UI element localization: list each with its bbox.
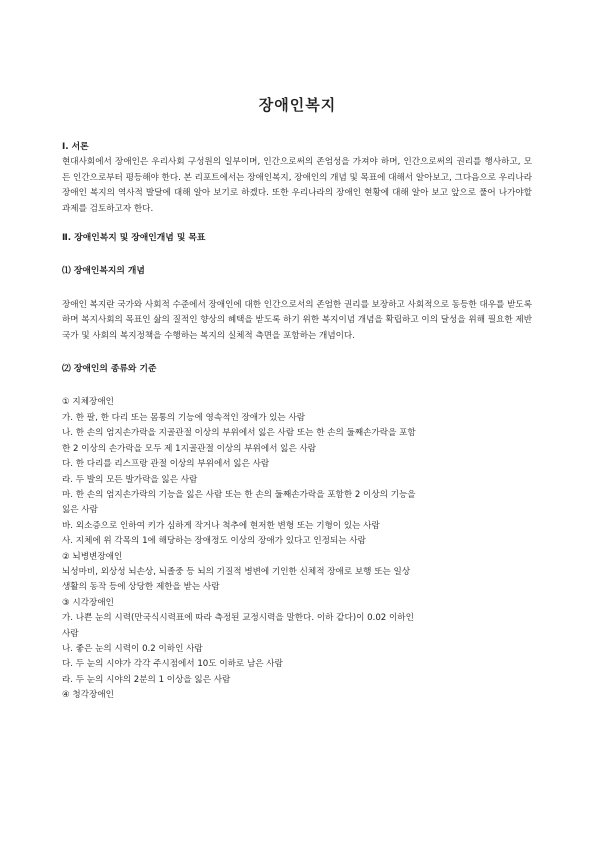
- list-item: ① 지체장애인: [62, 397, 114, 408]
- list-item: 뇌성마비, 외상성 뇌손상, 뇌졸중 등 뇌의 기질적 병변에 기인한 신체적 장애로 보행 또는 일상: [62, 566, 411, 577]
- list-item: ② 뇌병변장애인: [62, 551, 123, 562]
- list-item: 가. 나쁜 눈의 시력(만국식시력표에 따라 측정된 교정시력을 말한다. 이하 같다)이 0.02 이하인: [62, 613, 414, 624]
- list-item: 나. 좋은 눈의 시력이 0.2 이하인 사람: [62, 643, 203, 654]
- list-item: 다. 두 눈의 시야가 각각 주시점에서 10도 이하로 남은 사람: [62, 659, 283, 670]
- list-item: 라. 두 발의 모든 발가락을 잃은 사람: [62, 474, 198, 485]
- subsection-1-paragraph: 장애인 복지란 국가와 사회적 수준에서 장애인에 대한 인간으로서의 존엄한 권리를 보장하고 사회적으로 동등한 대우를 받도록 하며 복지사회의 목표인 삶의 질적인 향상의 혜택을 받도록 하기 위한 복지이념 개념을 확립하고 이의 달성을 위해 필요한 제반 국가 및 사회의 복지정책을 수행하는 복지의 실체적 측면을 포함하는 개념이다.: [62, 299, 532, 341]
- section-1-paragraph: 현대사회에서 장애인은 우리사회 구성원의 일부이며, 인간으로써의 존엄성을 가져야 하며, 인간으로써의 권리를 행사하고, 모든 인간으로부터 평등해야 한다. 본 리포트에서는 장애인복지, 장애인의 개념 및 목표에 대해서 알아보고, 그다음으로 우리나라 장애인 복지의 역사적 발달에 대해 알아 보기로 하겠다. 또한 우리나라의 장애인 현황에 대해 알아 보고 앞으로 풀어 나가야할 과제를 검토하고자 한다.: [62, 157, 532, 214]
- document-title: 장애인복지: [258, 96, 337, 114]
- list-item: 생활의 동작 등에 상당한 제한을 받는 사람: [62, 582, 220, 593]
- list-item: 한 2 이상의 손가락을 모두 제 1지골관절 이상의 부위에서 잃은 사람: [62, 443, 317, 454]
- list-item: 잃은 사람: [62, 505, 98, 516]
- subsection-2-list: [62, 395, 532, 703]
- section-2-heading: Ⅱ. 장애인복지 및 장애인개념 및 목표: [62, 233, 206, 244]
- list-item: 마. 한 손의 엄지손가락의 기능을 잃은 사람 또는 한 손의 둘째손가락을 포함한 2 이상의 기능을: [62, 489, 416, 500]
- list-item: ③ 시각장애인: [62, 597, 114, 608]
- list-item: 사. 지체에 위 각목의 1에 해당하는 장애정도 이상의 장애가 있다고 인정되는 사람: [62, 536, 366, 547]
- list-item: 다. 한 다리를 리스프랑 관절 이상의 부위에서 잃은 사람: [62, 459, 270, 470]
- list-item: 가. 한 팔, 한 다리 또는 몸통의 기능에 영속적인 장애가 있는 사람: [62, 412, 306, 423]
- section-1-heading: Ⅰ. 서론: [62, 142, 89, 152]
- subsection-2-heading: ⑵ 장애인의 종류와 기준: [62, 364, 157, 375]
- list-item: 라. 두 눈의 시야의 2분의 1 이상을 잃은 사람: [62, 674, 231, 685]
- list-item: 나. 한 손의 엄지손가락을 지골관절 이상의 부위에서 잃은 사람 또는 한 손의 둘째손가락을 포함: [62, 428, 416, 439]
- list-item: 사람: [62, 628, 79, 639]
- document-body: [62, 140, 532, 704]
- list-item: 바. 외소증으로 인하여 키가 심하게 작거나 척추에 현저한 변형 또는 기형이 있는 사람: [62, 520, 380, 531]
- subsection-1-heading: ⑴ 장애인복지의 개념: [62, 266, 145, 277]
- list-item: ④ 청각장애인: [62, 690, 114, 701]
